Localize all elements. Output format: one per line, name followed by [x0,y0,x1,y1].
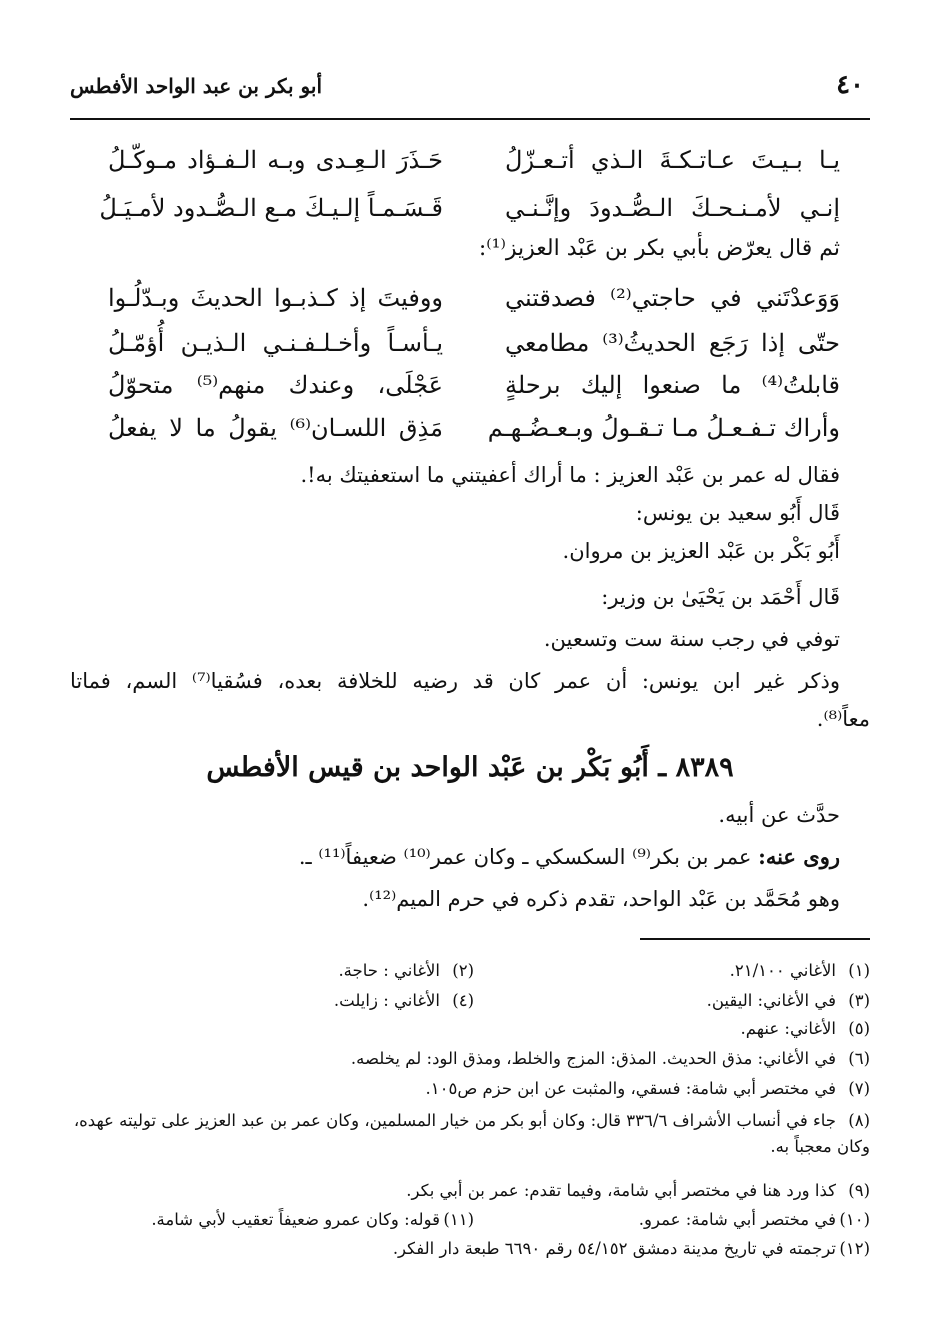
footnote-number: (٩) [848,1181,870,1200]
poem-verse [108,323,840,363]
verse-first-hemistich: إنـي لأمـنـحـكَ الـصُّـدودَ وإنَّـنـي [505,194,840,222]
verse-first-hemistich: يـا بـيـتَ عـاتـكـةَ الـذي أتـعـزّلُ [505,146,840,174]
footnote-number: (٤) [452,991,474,1010]
footnote-text: جاء في أنساب الأشراف ٣٣٦/٦ قال: وكان أبو بكر من خيار المسلمين، وكان عمر بن عبد العزيز على توليته عهده، وكان معجباً به. [73,1111,870,1156]
verse-first-hemistich: وَوَعدْتَني في حاجتي⁽²⁾ فصدقتني [505,284,840,312]
footnote-row [60,1207,870,1233]
footnote-number: (١٠) [839,1210,870,1229]
footnote [60,1178,870,1204]
footnote-text: في الأغاني: مذق الحديث. المذق: المزج والخلط، ومذق الود: لم يخلصه. [350,1049,836,1068]
footnote-text: الأغاني: عنهم. [740,1019,836,1038]
body-line: توفي في رجب سنة ست وتسعين. [543,627,840,651]
poem-verse [99,188,840,228]
verse-first-hemistich: وأراك تـفـعـلُ مـا تـقـولُ وبـعـضُـهـم [487,414,840,442]
page-header [70,58,870,120]
footnote [60,1108,870,1160]
footnote-number: (٢) [452,961,474,980]
footnote-text: ترجمته في تاريخ مدينة دمشق ٥٤/١٥٢ رقم ٦٦٩٠ طبعة دار الفكر. [392,1239,836,1258]
narrated-text: عمر بن بكر⁽⁹⁾ السكسكي ـ وكان عمر⁽¹⁰⁾ ضعيفاً⁽¹¹⁾ ـ. [298,845,759,869]
entry-line: وهو مُحَمَّد بن عَبْد الواحد، تقدم ذكره في حرم الميم⁽¹²⁾. [362,887,840,911]
poem-verse [108,408,840,448]
entry-title: ٨٣٨٩ ـ أَبُو بَكْر بن عَبْد الواحد بن قيس الأفطس [206,752,734,783]
footnote-text: في مختصر أبي شامة: عمرو. [638,1210,836,1229]
footnote [60,1046,870,1072]
verse-second-hemistich: يـأسـاً وأخـلـفـنـي الـذيـن أُؤمّـلُ [108,329,443,357]
footnote [60,1016,870,1042]
verse-first-hemistich: قابلتُ⁽⁴⁾ ما صنعوا إليك برحلةٍ [505,371,840,399]
footnote-number: (١) [848,961,870,980]
footnote-text: في مختصر أبي شامة: فسقي، والمثبت عن ابن حزم ص١٠٥. [425,1079,836,1098]
verse-second-hemistich: قَـسَـمـاً إلـيـكَ مـع الـصُّـدود لأمـيَـلُ [99,194,443,222]
poem-verse [108,140,840,180]
entry-line: حدَّث عن أبيه. [718,803,840,827]
verse-second-hemistich: حَـذَرَ الـعِـدى وبـه الـفـؤاد مـوكّـلُ [108,146,443,174]
footnote-text: قوله: وكان عمرو ضعيفاً تعقيب لأبي شامة. [151,1210,440,1229]
footnote-number: (٥) [848,1019,870,1038]
footnote-number: (٦) [848,1049,870,1068]
body-line: فقال له عمر بن عَبْد العزيز : ما أراك أعفيتني ما استعفيتك به!. [300,463,840,487]
footnote-number: (٨) [848,1111,870,1130]
body-line: وذكر غير ابن يونس: أن عمر كان قد رضيه للخلافة بعده، فسُقيا⁽⁷⁾ السم، فماتا [70,669,840,693]
poem-verse [108,365,840,405]
footnote-number: (١١) [443,1210,474,1229]
footnote-text: الأغاني : حاجة. [338,961,440,980]
footnote-rule [640,938,870,940]
footnote [60,1076,870,1102]
body-line: قَال أَبُو سعيد بن يونس: [635,501,840,525]
footnote-text: الأغاني ٢١/١٠٠. [729,961,836,980]
entry-line [70,840,840,874]
footnote-text: في الأغاني: اليقين. [706,991,836,1010]
verse-second-hemistich: ووفيتَ إذ كـذبـوا الحديثَ وبـدّلُـوا [108,284,443,312]
verse-second-hemistich: عَجْلَى، وعندك منهم⁽⁵⁾ متحوّلُ [108,371,444,399]
footnote-row [60,958,870,984]
footnote-number: (١٢) [839,1239,870,1258]
page-number: ٤٠ [836,70,864,100]
footnote-number: (٧) [848,1079,870,1098]
footnote-number: (٣) [848,991,870,1010]
footnote [60,1236,870,1262]
footnote-text: كذا ورد هنا في مختصر أبي شامة، وفيما تقدم: عمر بن أبي بكر. [406,1181,836,1200]
intro-line: ثم قال يعرّض بأبي بكر بن عَبْد العزيز⁽¹⁾: [478,236,840,261]
footnote-row [60,988,870,1014]
running-title: أبو بكر بن عبد الواحد الأفطس [70,74,323,98]
narrated-label: روى عنه: [758,844,840,869]
footnote-text: الأغاني : زايلت. [333,991,440,1010]
verse-second-hemistich: مَذِق اللسـان⁽⁶⁾ يقولُ ما لا يفعلُ [108,414,444,442]
verse-first-hemistich: حتّى إذا رَجَع الحديثُ⁽³⁾ مطامعي [505,329,840,357]
poem-verse [108,278,840,318]
body-line: معاً⁽⁸⁾. [816,707,870,731]
body-line: قَال أَحْمَد بن يَحْيَىٰ بن وزير: [601,585,840,609]
body-line: أَبُو بَكْر بن عَبْد العزيز بن مروان. [562,539,840,563]
